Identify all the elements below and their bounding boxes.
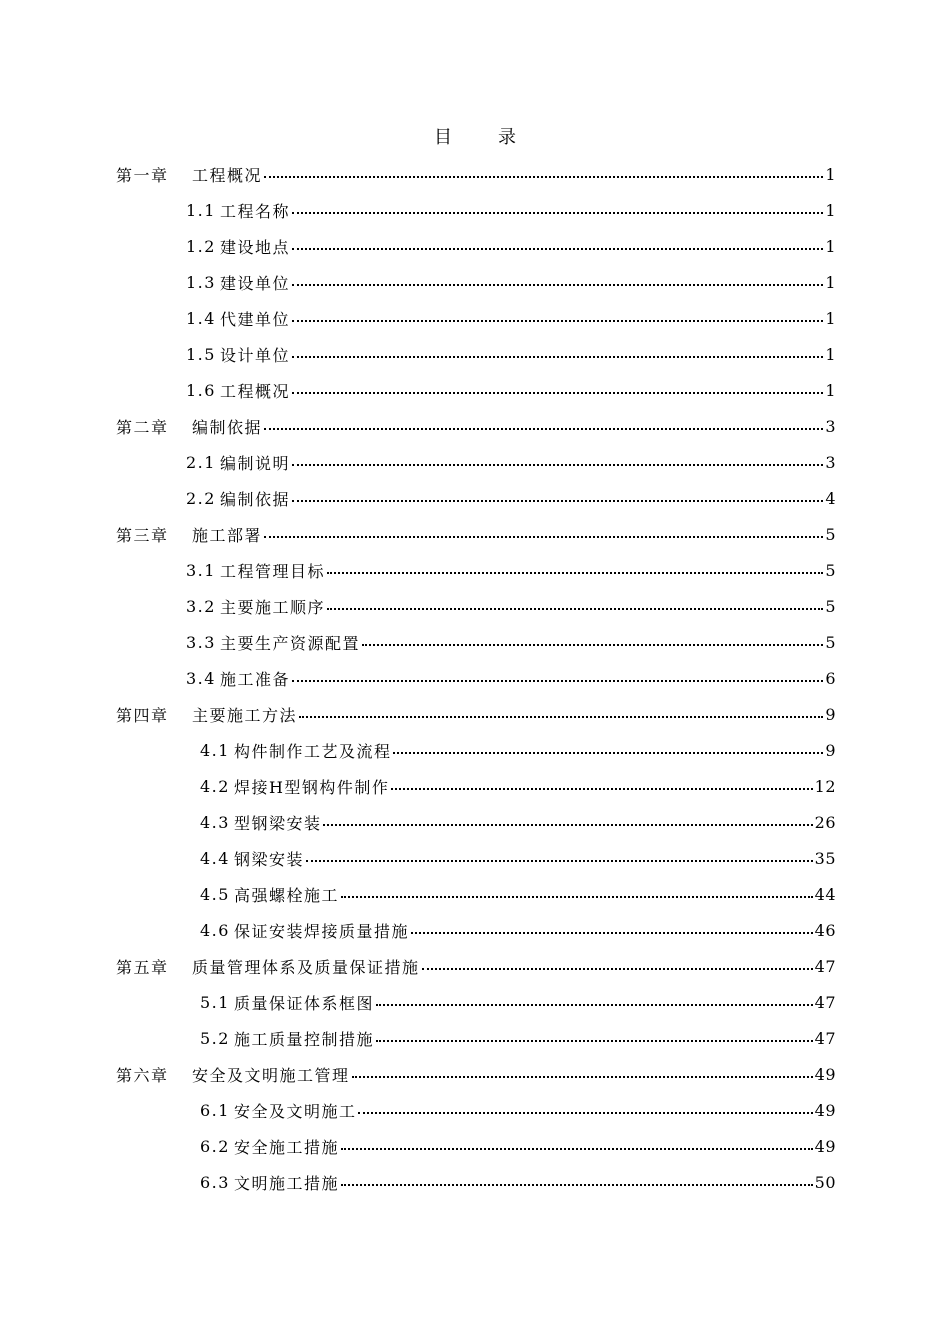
toc-title-char-2: 录	[498, 127, 516, 148]
toc-entry-page-number: 1	[825, 200, 836, 220]
toc-entry-label: 质量管理体系及质量保证措施	[192, 957, 420, 977]
toc-entry-number: 1.1	[186, 200, 216, 220]
toc-entry-page-number: 47	[814, 1028, 836, 1048]
toc-entry-number: 第四章	[116, 705, 169, 725]
toc-dot-leader	[292, 480, 823, 516]
toc-entry-label: 施工部署	[192, 525, 263, 545]
toc-dot-leader	[341, 876, 813, 912]
toc-entry-page-number: 1	[825, 308, 836, 328]
toc-section-entry[interactable]	[0, 588, 950, 624]
toc-entry-number: 第二章	[116, 417, 169, 437]
toc-dot-leader	[292, 660, 823, 696]
toc-entry-page-number: 6	[825, 668, 836, 688]
toc-entry-page-number: 1	[825, 236, 836, 256]
toc-section-entry[interactable]	[0, 1092, 950, 1128]
toc-entry-label: 保证安装焊接质量措施	[233, 921, 409, 941]
toc-dot-leader	[292, 336, 823, 372]
toc-entry-number: 4.4	[200, 848, 230, 868]
toc-section-entry[interactable]	[0, 1128, 950, 1164]
toc-entry-number: 3.3	[186, 632, 216, 652]
toc-entry-number: 5.2	[200, 1028, 230, 1048]
toc-entry-label: 施工质量控制措施	[233, 1029, 374, 1049]
toc-entry-page-number: 49	[814, 1100, 836, 1120]
toc-dot-leader	[327, 588, 823, 624]
toc-entry-page-number: 1	[825, 380, 836, 400]
toc-section-entry[interactable]	[0, 192, 950, 228]
toc-list	[0, 156, 950, 1200]
toc-section-entry[interactable]	[0, 732, 950, 768]
toc-entry-label: 安全及文明施工	[233, 1101, 357, 1121]
toc-entry-page-number: 9	[825, 740, 836, 760]
toc-dot-leader	[362, 624, 823, 660]
toc-entry-page-number: 47	[814, 992, 836, 1012]
toc-entry-page-number: 3	[825, 452, 836, 472]
toc-entry-label: 代建单位	[219, 309, 290, 329]
toc-entry-page-number: 5	[825, 524, 836, 544]
toc-entry-page-number: 46	[814, 920, 836, 940]
toc-dot-leader	[341, 1128, 813, 1164]
toc-section-entry[interactable]	[0, 984, 950, 1020]
toc-dot-leader	[391, 768, 812, 804]
toc-section-entry[interactable]	[0, 552, 950, 588]
toc-section-entry[interactable]	[0, 912, 950, 948]
toc-entry-number: 6.3	[200, 1172, 230, 1192]
toc-dot-leader	[292, 372, 823, 408]
toc-section-entry[interactable]	[0, 372, 950, 408]
toc-entry-label: 工程名称	[219, 201, 290, 221]
toc-entry-page-number: 1	[825, 164, 836, 184]
toc-entry-page-number: 49	[814, 1064, 836, 1084]
toc-entry-number: 3.4	[186, 668, 216, 688]
toc-dot-leader	[292, 300, 823, 336]
toc-chapter-entry[interactable]	[0, 696, 950, 732]
toc-entry-page-number: 1	[825, 344, 836, 364]
toc-dot-leader	[376, 1020, 813, 1056]
toc-section-entry[interactable]	[0, 876, 950, 912]
toc-entry-number: 4.3	[200, 812, 230, 832]
toc-dot-leader	[352, 1056, 813, 1092]
toc-entry-label: 工程管理目标	[219, 561, 325, 581]
toc-dot-leader	[299, 696, 823, 732]
toc-section-entry[interactable]	[0, 264, 950, 300]
toc-entry-label: 工程概况	[192, 165, 263, 185]
toc-chapter-entry[interactable]	[0, 156, 950, 192]
toc-entry-page-number: 9	[825, 704, 836, 724]
toc-title	[0, 124, 950, 152]
toc-dot-leader	[264, 156, 823, 192]
toc-entry-label: 钢梁安装	[233, 849, 304, 869]
toc-entry-page-number: 1	[825, 272, 836, 292]
toc-entry-number: 4.1	[200, 740, 230, 760]
toc-entry-label: 质量保证体系框图	[233, 993, 374, 1013]
toc-dot-leader	[327, 552, 823, 588]
toc-dot-leader	[292, 228, 823, 264]
toc-entry-page-number: 50	[814, 1172, 836, 1192]
toc-dot-leader	[292, 192, 823, 228]
toc-entry-label: 主要施工方法	[192, 705, 298, 725]
toc-dot-leader	[358, 1092, 812, 1128]
toc-chapter-entry[interactable]	[0, 948, 950, 984]
toc-entry-number: 1.2	[186, 236, 216, 256]
toc-entry-page-number: 5	[825, 560, 836, 580]
toc-entry-number: 6.2	[200, 1136, 230, 1156]
toc-dot-leader	[292, 444, 823, 480]
toc-section-entry[interactable]	[0, 1164, 950, 1200]
toc-entry-label: 高强螺栓施工	[233, 885, 339, 905]
toc-entry-page-number: 26	[814, 812, 836, 832]
toc-section-entry[interactable]	[0, 660, 950, 696]
toc-entry-page-number: 49	[814, 1136, 836, 1156]
toc-dot-leader	[422, 948, 813, 984]
toc-section-entry[interactable]	[0, 444, 950, 480]
toc-entry-page-number: 35	[814, 848, 836, 868]
toc-dot-leader	[341, 1164, 813, 1200]
toc-entry-label: 编制依据	[192, 417, 263, 437]
toc-dot-leader	[264, 408, 823, 444]
toc-entry-number: 3.2	[186, 596, 216, 616]
toc-entry-label: 文明施工措施	[233, 1173, 339, 1193]
toc-entry-label: 建设单位	[219, 273, 290, 293]
toc-entry-page-number: 5	[825, 632, 836, 652]
toc-entry-page-number: 47	[814, 956, 836, 976]
toc-entry-label: 主要施工顺序	[219, 597, 325, 617]
toc-chapter-entry[interactable]	[0, 516, 950, 552]
toc-dot-leader	[292, 264, 823, 300]
toc-entry-label: 建设地点	[219, 237, 290, 257]
toc-dot-leader	[376, 984, 813, 1020]
toc-title-char-1: 目	[434, 127, 452, 148]
toc-entry-number: 4.5	[200, 884, 230, 904]
toc-section-entry[interactable]	[0, 768, 950, 804]
toc-entry-label: 工程概况	[219, 381, 290, 401]
toc-section-entry[interactable]	[0, 624, 950, 660]
toc-section-entry[interactable]	[0, 804, 950, 840]
toc-entry-page-number: 3	[825, 416, 836, 436]
toc-entry-label: 型钢梁安装	[233, 813, 322, 833]
toc-section-entry[interactable]	[0, 300, 950, 336]
toc-entry-page-number: 5	[825, 596, 836, 616]
toc-section-entry[interactable]	[0, 336, 950, 372]
toc-entry-page-number: 44	[814, 884, 836, 904]
toc-entry-label: 设计单位	[219, 345, 290, 365]
toc-entry-page-number: 12	[814, 776, 836, 796]
toc-chapter-entry[interactable]	[0, 1056, 950, 1092]
toc-entry-label: 施工准备	[219, 669, 290, 689]
toc-entry-number: 3.1	[186, 560, 216, 580]
toc-entry-number: 1.5	[186, 344, 216, 364]
toc-entry-label: 安全施工措施	[233, 1137, 339, 1157]
toc-entry-number: 第五章	[116, 957, 169, 977]
toc-entry-page-number: 4	[825, 488, 836, 508]
toc-dot-leader	[306, 840, 813, 876]
toc-section-entry[interactable]	[0, 1020, 950, 1056]
toc-entry-number: 2.1	[186, 452, 216, 472]
toc-entry-number: 6.1	[200, 1100, 230, 1120]
toc-entry-label: 焊接H型钢构件制作	[233, 777, 390, 797]
toc-section-entry[interactable]	[0, 480, 950, 516]
toc-dot-leader	[411, 912, 813, 948]
toc-entry-label: 编制说明	[219, 453, 290, 473]
toc-section-entry[interactable]	[0, 228, 950, 264]
toc-entry-number: 4.2	[200, 776, 230, 796]
toc-entry-number: 2.2	[186, 488, 216, 508]
toc-entry-number: 第一章	[116, 165, 169, 185]
toc-section-entry[interactable]	[0, 840, 950, 876]
toc-entry-number: 5.1	[200, 992, 230, 1012]
toc-entry-number: 第三章	[116, 525, 169, 545]
toc-entry-number: 1.6	[186, 380, 216, 400]
toc-entry-number: 4.6	[200, 920, 230, 940]
toc-dot-leader	[264, 516, 823, 552]
toc-dot-leader	[323, 804, 812, 840]
toc-entry-number: 1.3	[186, 272, 216, 292]
toc-entry-number: 1.4	[186, 308, 216, 328]
toc-chapter-entry[interactable]	[0, 408, 950, 444]
toc-entry-label: 主要生产资源配置	[219, 633, 360, 653]
toc-dot-leader	[393, 732, 823, 768]
toc-entry-label: 编制依据	[219, 489, 290, 509]
toc-entry-label: 构件制作工艺及流程	[233, 741, 392, 761]
toc-entry-number: 第六章	[116, 1065, 169, 1085]
toc-entry-label: 安全及文明施工管理	[192, 1065, 350, 1085]
